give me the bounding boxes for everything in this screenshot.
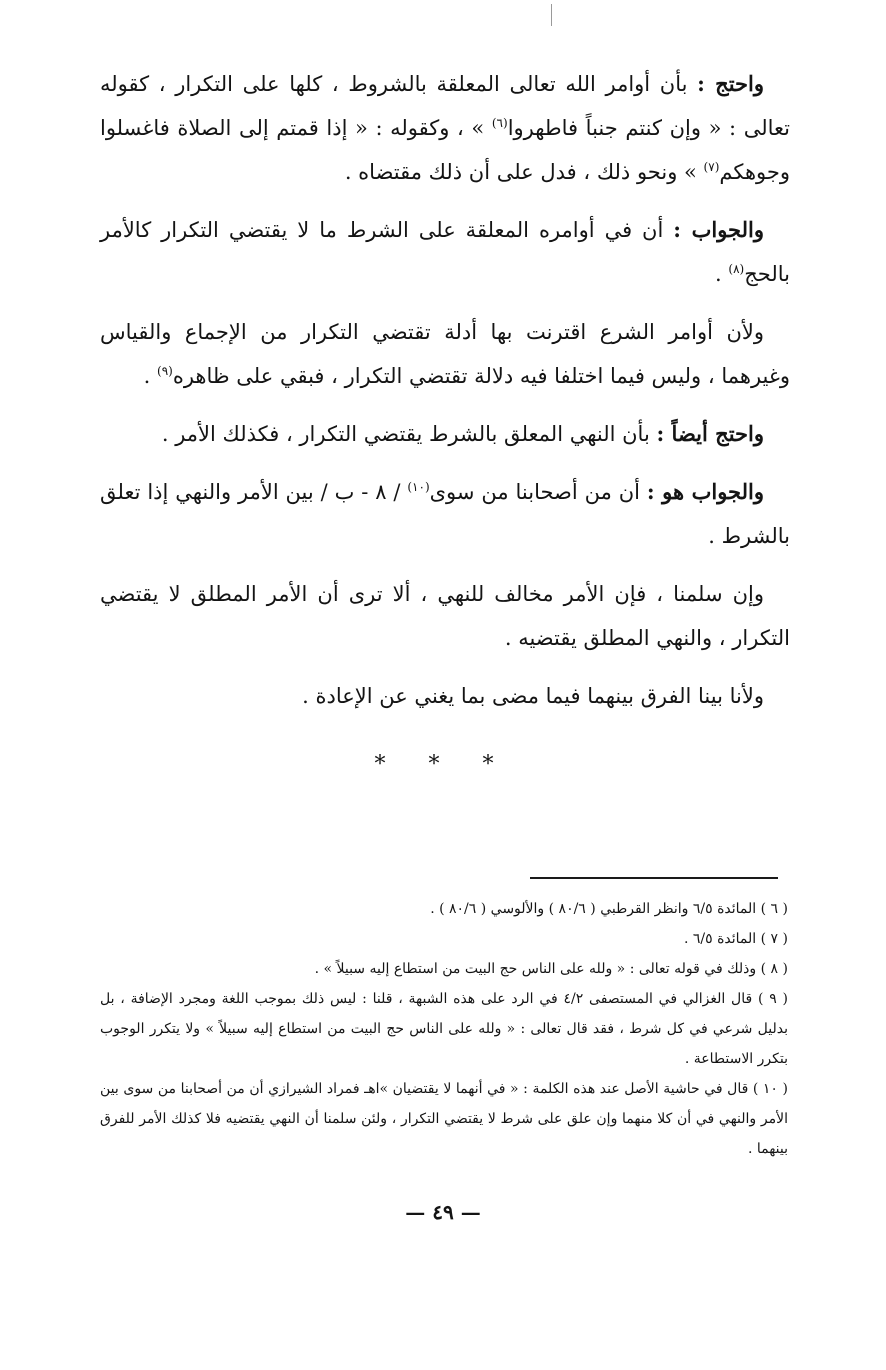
footnote-ref: (٩): [157, 364, 173, 378]
paragraph-text: » ونحو ذلك ، فدل على أن ذلك مقتضاه .: [344, 160, 704, 184]
page-number: — ٤٩ —: [405, 1200, 481, 1224]
paragraph-text: » ، وكقوله : « إذا قمتم إلى الصلاة فاغسلوا وجوهكم: [100, 116, 790, 184]
footnote-ref: (٧): [703, 160, 720, 174]
paragraph-lead: والجواب هو :: [646, 479, 764, 504]
paragraph-text: أن من أصحابنا من سوى: [429, 480, 640, 504]
paragraph-answer-2: [100, 470, 790, 558]
footnote-6: ( ٦ ) المائدة ٦/٥ وانظر القرطبي ( ٨٠/٦ ) والألوسي ( ٨٠/٦ ) .: [430, 901, 788, 917]
paragraph-text: بأن أوامر الله تعالى المعلقة بالشروط ، كلها على التكرار ، كقوله تعالى : « وإن كنتم جنباً فاطهروا: [100, 72, 790, 140]
paragraph-reason: [100, 310, 790, 398]
paragraph-lead: واحتج :: [697, 71, 764, 96]
footnote-rule: [530, 877, 778, 879]
footnote-8: ( ٨ ) وذلك في قوله تعالى : « ولله على الناس حج البيت من استطاع إليه سبيلاً » .: [314, 961, 788, 977]
paragraph-argument-2: [100, 412, 790, 456]
footnote-ref: (١٠): [407, 480, 430, 494]
footnotes: [100, 894, 788, 1164]
paragraph-answer-1: [100, 208, 790, 296]
paragraph-text: أن في أوامره المعلقة على الشرط ما لا يقتضي التكرار كالأمر بالحج: [100, 218, 790, 286]
footnote-10: ( ١٠ ) قال في حاشية الأصل عند هذه الكلمة : « في أنهما لا يقتضيان »اهـ فمراد الشيرازي أن من أصحابنا من سوى بين الأمر والنهي في أن كلا منهما وإن علق على شرط لا يقتضي التكرار ، ولئن سلمنا أن النهي يقتضيه فلا كذلك الأمر للفرق بينهما .: [100, 1081, 788, 1157]
scan-crease: [551, 4, 552, 26]
paragraph-argument-1: [100, 62, 790, 194]
section-separator: * * *: [374, 752, 512, 777]
paragraph-text: / ٨ - ب / بين الأمر والنهي إذا تعلق بالشرط .: [100, 480, 790, 548]
footnote-7: ( ٧ ) المائدة ٦/٥ .: [683, 931, 788, 947]
paragraph-text: .: [143, 364, 158, 388]
paragraph-lead: والجواب :: [673, 217, 764, 242]
paragraph-text: وإن سلمنا ، فإن الأمر مخالف للنهي ، ألا ترى أن الأمر المطلق لا يقتضي التكرار ، والنهي المطلق يقتضيه .: [100, 582, 790, 650]
paragraph-closing: [100, 674, 790, 718]
footnote-ref: (٨): [728, 262, 745, 276]
paragraph-concession: [100, 572, 790, 660]
footnote-9: ( ٩ ) قال الغزالي في المستصفى ٤/٢ في الرد على هذه الشبهة ، قلنا : ليس ذلك بموجب اللغة ومجرد الإضافة ، بل بدليل شرعي في كل شرط ، فقد قال تعالى : « ولله على الناس حج البيت من استطاع إليه سبيلاً » ولا يتكرر الوجوب بتكرر الاستطاعة .: [100, 991, 788, 1067]
paragraph-text: ولأن أوامر الشرع اقترنت بها أدلة تقتضي التكرار من الإجماع والقياس وغيرهما ، وليس فيما اختلفا فيه دلالة تقتضي التكرار ، فبقي على ظاهره: [100, 320, 790, 388]
paragraph-lead: واحتج أيضاً :: [656, 421, 764, 446]
footnote-ref: (٦): [491, 116, 508, 130]
paragraph-text: بأن النهي المعلق بالشرط يقتضي التكرار ، فكذلك الأمر .: [161, 422, 650, 446]
paragraph-text: ولأنا بينا الفرق بينهما فيما مضى بما يغني عن الإعادة .: [302, 684, 764, 708]
paragraph-text: .: [715, 262, 729, 286]
main-text: [100, 62, 790, 732]
